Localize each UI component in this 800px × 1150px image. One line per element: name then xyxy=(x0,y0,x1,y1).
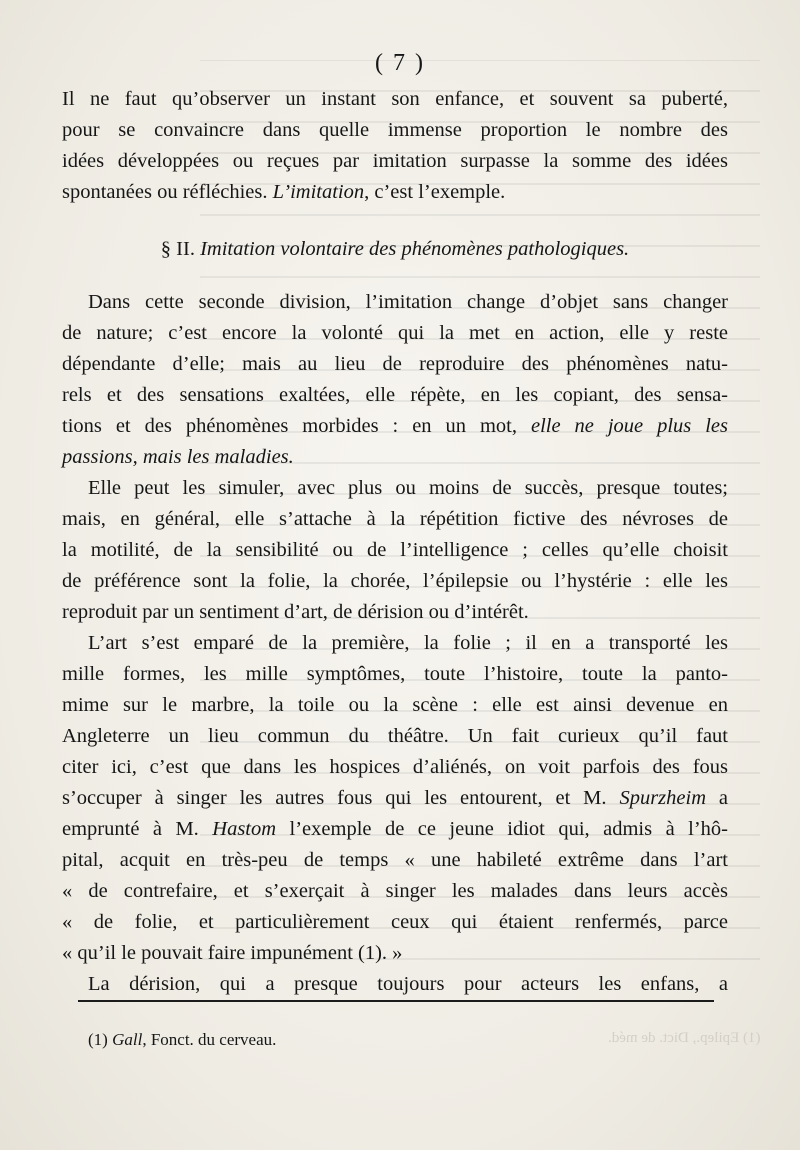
italic-name: Spurzheim xyxy=(619,787,706,809)
para5-line1: La dérision, qui a presque toujours pour acteurs les enfans, a xyxy=(88,973,728,995)
text-span: l’exemple de ce jeune idiot qui, admis à l’hô- xyxy=(276,818,728,840)
para2-line2: de nature; c’est encore la volonté qui la met en action, elle y reste xyxy=(62,322,728,344)
page-number: ( 7 ) xyxy=(375,50,425,76)
para4-line11: « qu’il le pouvait faire impunément (1). » xyxy=(62,942,403,964)
para3-line1: Elle peut les simuler, avec plus ou moins de succès, presque toutes; xyxy=(88,477,728,499)
para4-line5: citer ici, c’est que dans les hospices d’aliénés, on voit parfois des fous xyxy=(62,756,728,778)
footnote xyxy=(88,1030,276,1050)
italic-term: L’imitation xyxy=(272,181,365,203)
para4-line6 xyxy=(62,783,728,814)
text-span: spontanées ou réfléchies. xyxy=(62,181,273,203)
footnote-rule xyxy=(78,1000,714,1002)
italic-phrase: passions, mais les maladies. xyxy=(62,446,294,468)
para1-line1: Il ne faut qu’observer un instant son enfance, et souvent sa puberté, xyxy=(62,88,728,110)
para4-line9: « de contrefaire, et s’exerçait à singer les malades dans leurs accès xyxy=(62,880,728,902)
text-span: a xyxy=(706,787,728,809)
para2-line5 xyxy=(62,411,728,442)
text-span: , c’est l’exemple. xyxy=(364,181,506,203)
para2-line1: Dans cette seconde division, l’imitation change d’objet sans changer xyxy=(88,291,728,313)
footnote-text: , Fonct. du cerveau. xyxy=(142,1030,277,1049)
bleed-through-footnote: (1) Epilep., Dict. de méd. xyxy=(607,1030,760,1046)
para4-line3: mime sur le marbre, la toile ou la scène : elle est ainsi devenue en xyxy=(62,694,728,716)
para2-line3: dépendante d’elle; mais au lieu de reproduire des phénomènes natu- xyxy=(62,353,728,375)
section-number: § II. xyxy=(160,238,201,260)
text-span: emprunté à M. xyxy=(62,818,213,840)
para2-line4: rels et des sensations exaltées, elle répète, en les copiant, des sensa- xyxy=(62,384,728,406)
text-span: tions et des phénomènes morbides : en un mot, xyxy=(62,415,531,437)
italic-name: Hastom xyxy=(212,818,277,840)
para4-line8: pital, acquit en très-peu de temps « une habileté extrême dans l’art xyxy=(62,849,728,871)
para3-line5: reproduit par un sentiment d’art, de dérision ou d’intérêt. xyxy=(62,601,529,623)
italic-phrase: elle ne joue plus les xyxy=(530,415,728,437)
footnote-author: Gall xyxy=(112,1030,143,1049)
para1-line2: pour se convaincre dans quelle immense proportion le nombre des xyxy=(62,119,728,141)
text-span: s’occuper à singer les autres fous qui les entourent, et M. xyxy=(62,787,620,809)
para3-line4: de préférence sont la folie, la chorée, l’épilepsie ou l’hystérie : elle les xyxy=(62,570,728,592)
para1-line3: idées développées ou reçues par imitation surpasse la somme des idées xyxy=(62,150,728,172)
para4-line10: « de folie, et particulièrement ceux qui étaient renfermés, parce xyxy=(62,911,728,933)
section-title: Imitation volontaire des phénomènes pathologiques. xyxy=(200,238,630,260)
para4-line4: Angleterre un lieu commun du théâtre. Un fait curieux qu’il faut xyxy=(62,725,728,747)
para3-line2: mais, en général, elle s’attache à la répétition fictive des névroses de xyxy=(62,508,728,530)
para2-line6 xyxy=(62,442,728,473)
para1-line4 xyxy=(62,177,728,208)
para4-line2: mille formes, les mille symptômes, toute l’histoire, toute la panto- xyxy=(62,663,728,685)
para3-line3: la motilité, de la sensibilité ou de l’intelligence ; celles qu’elle choisit xyxy=(62,539,728,561)
para4-line1: L’art s’est emparé de la première, la folie ; il en a transporté les xyxy=(88,632,728,654)
body-text xyxy=(62,84,728,1000)
footnote-marker: (1) xyxy=(88,1030,113,1049)
para4-line7 xyxy=(62,814,728,845)
section-heading xyxy=(62,234,728,265)
